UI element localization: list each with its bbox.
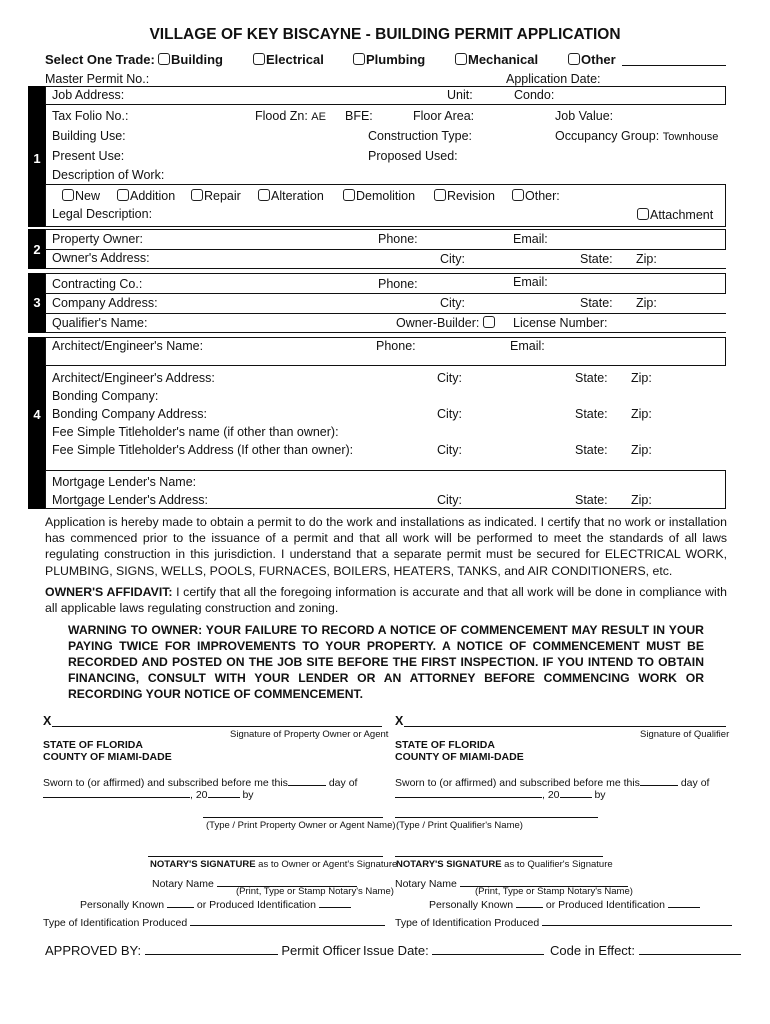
trade-option-mechanical[interactable] [455,52,538,67]
owner-builder-option[interactable] [396,316,496,330]
architect-address-label: Architect/Engineer's Address: [52,371,215,385]
alteration-checkbox[interactable] [258,189,270,201]
trade-option-label: Building [171,52,223,67]
construction-type-label: Construction Type: [368,129,472,143]
notary-sig-rest: as to Owner or Agent's Signature [255,859,398,870]
or-produced-label: or Produced Identification [196,899,316,911]
affidavit-label: OWNER'S AFFIDAVIT: [45,585,173,599]
floor-area-label: Floor Area: [413,109,475,123]
work-type-label: Demolition [356,189,416,203]
trade-option-label: Other [581,52,616,67]
attachment-label: Attachment [650,208,714,222]
work-type-repair[interactable] [191,189,241,203]
architect-state-label: State: [575,371,608,385]
affidavit-text: I certify that all the foregoing information is accurate and that all work will be done in compliance with all applicable laws regulating construction and zoning. [45,585,728,616]
mechanical-checkbox[interactable] [455,53,467,65]
trade-option-label: Electrical [266,52,324,67]
company-city-label: City: [440,296,465,310]
company-state-label: State: [580,296,613,310]
lender-city-label: City: [437,493,462,507]
lender-address-label: Mortgage Lender's Address: [52,493,208,507]
approved-by-label: APPROVED BY: [45,943,142,958]
left-state: STATE OF FLORIDA [43,739,143,751]
occupancy-value: Townhouse [662,131,719,143]
proposed-used-label: Proposed Used: [368,149,458,163]
property-owner-label: Property Owner: [52,232,144,246]
other-checkbox[interactable] [568,53,580,65]
code-in-effect-blank[interactable] [639,944,741,955]
owner-state-label: State: [580,252,613,266]
day-blank[interactable] [288,775,326,786]
owner-phone-label: Phone: [378,232,418,246]
section-3-number: 3 [33,295,41,310]
lender-name-label: Mortgage Lender's Name: [52,475,197,489]
id-blank[interactable] [668,897,700,908]
section-2-bottom-line [45,268,726,269]
trade-option-label: Mechanical [468,52,539,67]
year-blank[interactable] [560,787,592,798]
page-title: VILLAGE OF KEY BISCAYNE - BUILDING PERMIT APPLICATION [149,26,621,43]
repair-checkbox[interactable] [191,189,203,201]
section-4-number: 4 [33,407,41,422]
new-checkbox[interactable] [62,189,74,201]
architect-city-label: City: [437,371,462,385]
qualifier-print-line[interactable] [395,817,598,818]
owner-print-line[interactable] [203,817,383,818]
architect-zip-label: Zip: [631,371,652,385]
application-date-label: Application Date: [506,72,601,86]
trade-option-label: Plumbing [366,52,426,67]
work-type-label: Other: [525,189,560,203]
contracting-co-label: Contracting Co.: [52,277,143,291]
legal-description-label: Legal Description: [52,207,153,221]
company-zip-label: Zip: [636,296,657,310]
permit-officer-label: Permit Officer [281,943,361,958]
other-trade-line[interactable] [622,65,726,66]
code-in-effect-label: Code in Effect: [550,943,636,958]
owner-builder-label: Owner-Builder: [396,316,480,330]
license-number-label: License Number: [513,316,608,330]
flood-zone-value: AE [311,111,326,123]
left-notary-caption [150,859,397,870]
code-in-effect [550,943,741,958]
trade-option-electrical[interactable] [253,52,324,67]
right-notary-signature-line[interactable] [395,856,603,857]
job-address-label: Job Address: [52,88,125,102]
titleholder-name-label: Fee Simple Titleholder's name (if other than owner): [52,425,339,439]
sworn-by: by [242,789,254,801]
work-type-label: Alteration [271,189,324,203]
qualifier-signature-line[interactable] [404,726,726,727]
titleholder-city-label: City: [437,443,462,457]
warning-to-owner: WARNING TO OWNER: YOUR FAILURE TO RECORD A NOTICE OF COMMENCEMENT MAY RESULT IN YOUR PAYING TWICE FOR IMPROVEMENTS TO YOUR PROPERTY. A NOTICE OF COMMENCEMENT MUST BE RECORDED AND POSTED ON THE JOB SITE BEFORE THE FIRST INSPECTION. IF YOU INTEND TO OBTAIN FINANCING, CONSULT WITH YOUR LENDER OR AN ATTORNEY BEFORE COMMENCING WORK OR RECORDING YOUR NOTICE OF COMMENCEMENT. [68,623,704,701]
left-id-type [43,915,385,929]
owners-affidavit [45,584,727,616]
trade-option-other[interactable] [568,52,616,67]
job-address-box [45,86,726,105]
titleholder-address-label: Fee Simple Titleholder's Address (If other than owner): [52,443,354,457]
right-personally-known [429,897,700,911]
owners-address-label: Owner's Address: [52,251,150,265]
sworn-text: Sworn to (or affirmed) and subscribed before me this [43,777,288,789]
work-type-new[interactable] [62,189,100,203]
right-sworn-year [395,787,606,801]
section-1-number: 1 [33,151,41,166]
sworn-year: , 20 [542,789,560,801]
owner-print-caption: (Type / Print Property Owner or Agent Name) [206,820,396,831]
left-sworn-year [43,787,254,801]
day-blank[interactable] [640,775,678,786]
flood-zone-text: Flood Zn: [255,109,308,123]
attachment-option[interactable] [637,208,713,222]
owner-signature-x: X [43,714,52,728]
bfe-label: BFE: [345,109,373,123]
bonding-city-label: City: [437,407,462,421]
notary-sig-label: NOTARY'S SIGNATURE [150,859,256,870]
section-2-number: 2 [33,242,41,257]
tax-folio-label: Tax Folio No.: [52,109,129,123]
occupancy-group-text: Occupancy Group: [555,129,660,143]
notary-sig-rest: as to Qualifier's Signature [501,859,613,870]
notary-name-label: Notary Name [152,878,214,890]
work-type-other[interactable] [512,189,560,203]
sworn-day: day of [328,777,358,789]
left-personally-known [80,897,351,911]
qualifier-print-caption: (Type / Print Qualifier's Name) [396,820,523,831]
month-blank[interactable] [43,787,190,798]
description-label: Description of Work: [52,168,165,182]
bonding-state-label: State: [575,407,608,421]
job-value-label: Job Value: [555,109,614,123]
plumbing-checkbox[interactable] [353,53,365,65]
trade-option-building[interactable] [158,52,223,67]
id-blank[interactable] [319,897,351,908]
flood-zone-label [255,109,326,123]
sworn-text: Sworn to (or affirmed) and subscribed before me this [395,777,640,789]
titleholder-state-label: State: [575,443,608,457]
known-blank[interactable] [516,897,543,908]
qualifier-signature-x: X [395,714,404,728]
right-notary-print-caption: (Print, Type or Stamp Notary's Name) [475,886,633,897]
work-type-label: New [75,189,101,203]
issue-date-blank[interactable] [432,944,544,955]
issue-date-label: Issue Date: [363,943,429,958]
bonding-zip-label: Zip: [631,407,652,421]
id-type-label: Type of Identification Produced [43,917,188,929]
electrical-checkbox[interactable] [253,53,265,65]
trade-label: Select One Trade: [45,52,155,67]
section-3-bottom-line [45,332,726,333]
lender-state-label: State: [575,493,608,507]
architect-name-label: Architect/Engineer's Name: [52,339,204,353]
attachment-checkbox[interactable] [637,208,649,220]
architect-phone-label: Phone: [376,339,416,353]
work-type-label: Addition [130,189,176,203]
left-county: COUNTY OF MIAMI-DADE [43,751,172,763]
bonding-company-label: Bonding Company: [52,389,159,403]
work-type-demolition[interactable] [343,189,415,203]
section-4-bar [28,337,46,509]
owner-email-label: Email: [513,232,548,246]
personally-known-label: Personally Known [80,899,165,911]
building-checkbox[interactable] [158,53,170,65]
work-type-addition[interactable] [117,189,175,203]
other-work-checkbox[interactable] [512,189,524,201]
right-id-type [395,915,732,929]
left-notary-print-caption: (Print, Type or Stamp Notary's Name) [236,886,394,897]
building-use-label: Building Use: [52,129,126,143]
owner-zip-label: Zip: [636,252,657,266]
approved-by-blank[interactable] [145,944,278,955]
company-address-label: Company Address: [52,296,158,310]
work-type-revision[interactable] [434,189,495,203]
approved-by [45,943,361,958]
notary-name-label: Notary Name [395,878,457,890]
master-permit-label: Master Permit No.: [45,72,150,86]
owner-signature-line[interactable] [52,726,382,727]
notary-sig-label: NOTARY'S SIGNATURE [396,859,502,870]
contractor-email-label: Email: [513,275,548,289]
or-produced-label: or Produced Identification [545,899,665,911]
application-statement: Application is hereby made to obtain a permit to do the work and installations as indicated. I certify that no work or installation has commenced prior to the issuance of a permit and that all work will be performed to meet the standards of all laws regulating construction in this jurisdiction. I understand that a separate permit must be secured for ELECTRICAL WORK, PLUMBING, SIGNS, WELLS, POOLS, FURNACES, BOILERS, HEATERS, TANKS, and AIR CONDITIONERS, etc. [45,515,727,578]
owner-signature-caption: Signature of Property Owner or Agent [230,729,389,740]
id-type-blank[interactable] [190,915,385,926]
demolition-checkbox[interactable] [343,189,355,201]
owner-city-label: City: [440,252,465,266]
right-state: STATE OF FLORIDA [395,739,495,751]
id-type-blank[interactable] [542,915,732,926]
id-type-label: Type of Identification Produced [395,917,540,929]
contractor-phone-label: Phone: [378,277,418,291]
condo-label: Condo: [514,88,555,102]
right-county: COUNTY OF MIAMI-DADE [395,751,524,763]
addition-checkbox[interactable] [117,189,129,201]
qualifier-name-label: Qualifier's Name: [52,316,148,330]
section-3-mid-line [45,313,726,314]
revision-checkbox[interactable] [434,189,446,201]
work-type-label: Revision [447,189,495,203]
qualifier-signature-caption: Signature of Qualifier [640,729,730,740]
personally-known-label: Personally Known [429,899,514,911]
work-type-alteration[interactable] [258,189,324,203]
titleholder-zip-label: Zip: [631,443,652,457]
unit-label: Unit: [447,88,473,102]
left-notary-signature-line[interactable] [148,856,383,857]
bonding-address-label: Bonding Company Address: [52,407,207,421]
trade-option-plumbing[interactable] [353,52,425,67]
known-blank[interactable] [167,897,194,908]
present-use-label: Present Use: [52,149,125,163]
year-blank[interactable] [208,787,240,798]
occupancy-group-label [555,129,718,143]
architect-email-label: Email: [510,339,545,353]
owner-builder-checkbox[interactable] [483,316,495,328]
lender-zip-label: Zip: [631,493,652,507]
right-notary-caption [396,859,613,870]
sworn-day: day of [680,777,710,789]
issue-date [363,943,544,958]
month-blank[interactable] [395,787,542,798]
sworn-year: , 20 [190,789,208,801]
work-type-label: Repair [204,189,241,203]
sworn-by: by [594,789,606,801]
